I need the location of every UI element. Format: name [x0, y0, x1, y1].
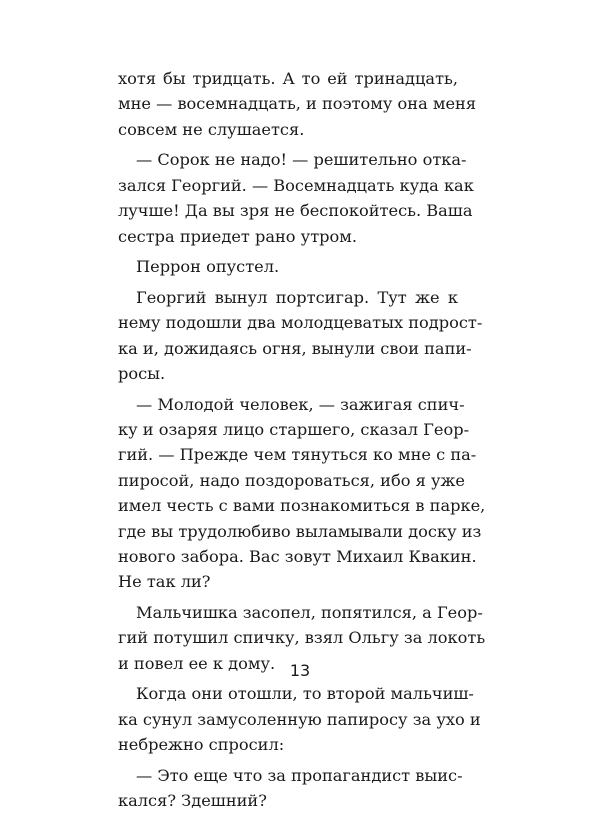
text-line: Георгий вынул портсигар. Тут же к: [136, 287, 458, 307]
paragraph: [118, 392, 486, 595]
text-line: сестра приедет рано утром.: [118, 226, 358, 246]
text-line: небрежно спросил:: [118, 735, 285, 755]
paragraph: [118, 147, 474, 249]
text-line: и повел ее к дому.: [118, 653, 276, 673]
text-line: хотя бы тридцать. А то ей тринадцать,: [118, 69, 458, 88]
text-line: зался Георгий. — Восемнадцать куда как: [118, 175, 474, 195]
text-line: лучше! Да вы зря не беспокойтесь. Ваша: [118, 201, 473, 221]
text-line: Не так ли?: [118, 572, 211, 592]
text-line: пиросой, надо поздороваться, ибо я уже: [118, 470, 465, 490]
paragraph: [118, 254, 458, 279]
text-line: совсем не слушается.: [118, 119, 305, 139]
text-line: Когда они отошли, то второй мальчиш-: [136, 684, 474, 704]
text-line: — Молодой человек, — зажигая спич-: [136, 394, 465, 414]
text-line: Перрон опустел.: [136, 257, 280, 277]
text-column: [118, 66, 486, 814]
text-line: нему подошли два молодцеватых подрост-: [118, 313, 483, 333]
page-number: 13: [289, 661, 311, 680]
text-line: нового забора. Вас зовут Михаил Квакин.: [118, 547, 477, 567]
text-line: — Сорок не надо! — решительно отка-: [136, 150, 467, 170]
text-line: мне — восемнадцать, и поэтому она меня: [118, 94, 477, 114]
text-line: — Это еще что за пропагандист выис-: [136, 765, 463, 785]
text-line: гий. — Прежде чем тянуться ко мне с па-: [118, 445, 477, 465]
paragraph: [118, 66, 477, 142]
text-line: где вы трудолюбиво выламывали доску из: [118, 521, 482, 541]
text-line: Мальчишка засопел, попятился, а Геор-: [136, 603, 483, 623]
paragraph: [118, 681, 481, 757]
text-line: ка и, дожидаясь огня, вынули свои папи-: [118, 338, 472, 358]
text-line: имел честь с вами познакомиться в парке,: [118, 496, 486, 516]
paragraph: [118, 285, 483, 387]
text-line: кался? Здешний?: [118, 791, 267, 811]
text-line: гий потушил спичку, взял Ольгу за локоть: [118, 628, 486, 648]
text-line: ку и озаряя лицо старшего, сказал Геор-: [118, 420, 470, 440]
text-line: росы.: [118, 364, 166, 384]
text-line: ка сунул замусоленную папиросу за ухо и: [118, 709, 481, 729]
paragraph: [118, 763, 463, 814]
